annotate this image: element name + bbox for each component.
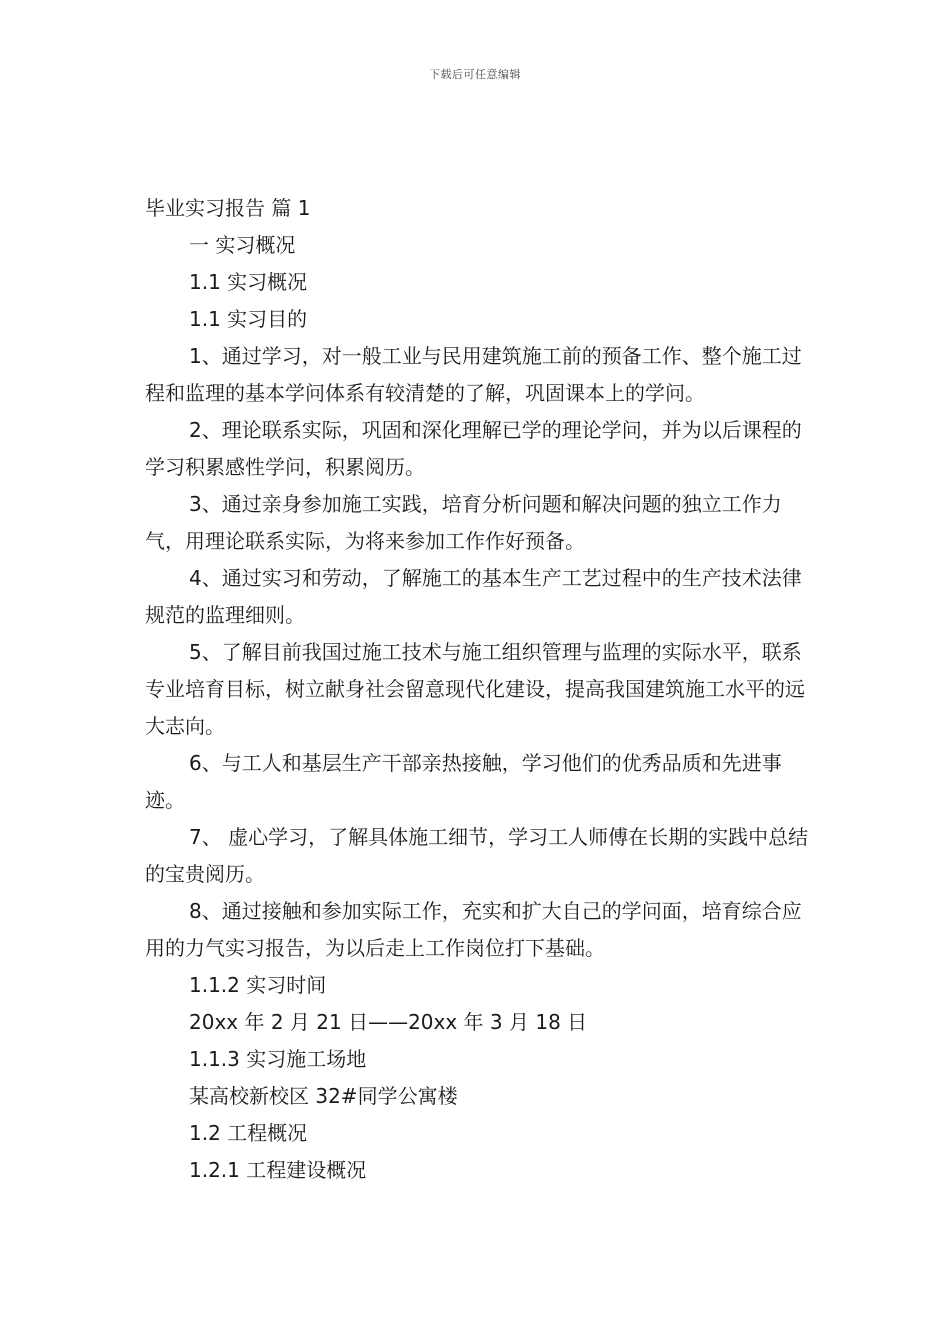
goal-paragraph: 1、通过学习，对一般工业与民用建筑施工前的预备工作、整个施工过程和监理的基本学问体系有较清楚的了解，巩固课本上的学问。: [145, 344, 802, 405]
goal-paragraph: 5、了解目前我国过施工技术与施工组织管理与监理的实际水平，联系专业培育目标，树立献身社会留意现代化建设，提高我国建筑施工水平的远大志向。: [145, 640, 805, 738]
section-heading: 1.1 实习概况: [189, 270, 308, 294]
goal-paragraph: 7、 虚心学习，了解具体施工细节，学习工人师傅在长期的实践中总结的宝贵阅历。: [145, 825, 809, 886]
time-value: 20xx 年 2 月 21 日——20xx 年 3 月 18 日: [189, 1010, 588, 1034]
site-value: 某高校新校区 32#同学公寓楼: [189, 1084, 458, 1108]
document-title: 毕业实习报告 篇 1: [145, 196, 311, 220]
goal-paragraph: 4、通过实习和劳动，了解施工的基本生产工艺过程中的生产技术法律规范的监理细则。: [145, 566, 802, 627]
section-heading: 1.1 实习目的: [189, 307, 308, 331]
goal-paragraph: 6、与工人和基层生产干部亲热接触，学习他们的优秀品质和先进事迹。: [145, 751, 782, 812]
page-header: 下载后可任意编辑: [429, 68, 521, 81]
site-heading: 1.1.3 实习施工场地: [189, 1047, 367, 1071]
time-heading: 1.1.2 实习时间: [189, 973, 327, 997]
goal-paragraph: 3、通过亲身参加施工实践，培育分析问题和解决问题的独立工作力气，用理论联系实际，为将来参加工作作好预备。: [145, 492, 782, 553]
document-body: [145, 190, 810, 1189]
goal-paragraph: 8、通过接触和参加实际工作，充实和扩大自己的学问面，培育综合应用的力气实习报告，为以后走上工作岗位打下基础。: [145, 899, 802, 960]
project-sub-heading: 1.2.1 工程建设概况: [189, 1158, 367, 1182]
project-heading: 1.2 工程概况: [189, 1121, 308, 1145]
section-heading: 一 实习概况: [189, 233, 296, 257]
goal-paragraph: 2、理论联系实际，巩固和深化理解已学的理论学问，并为以后课程的学习积累感性学问，积累阅历。: [145, 418, 802, 479]
